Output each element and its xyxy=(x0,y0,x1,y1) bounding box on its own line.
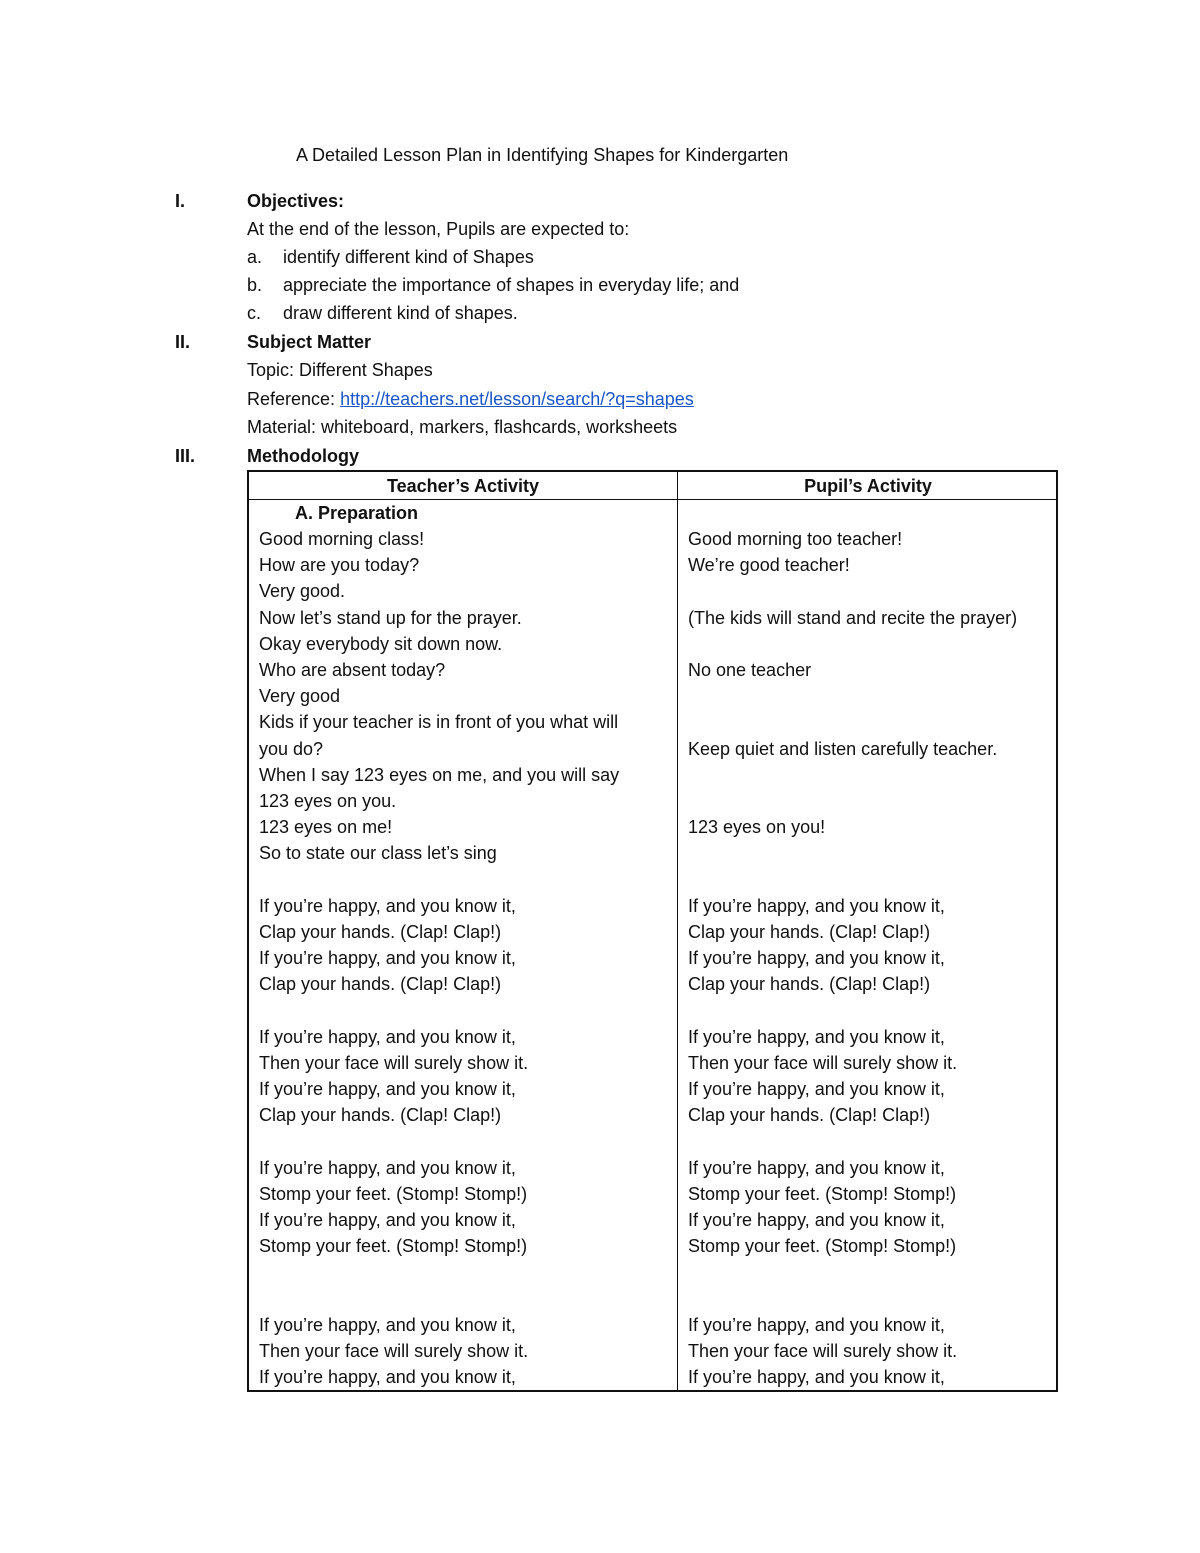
pupil-line: If you’re happy, and you know it, xyxy=(688,1078,945,1099)
teacher-line xyxy=(259,1259,619,1285)
pupil-line: Clap your hands. (Clap! Clap!) xyxy=(688,974,931,995)
pupil-line: If you’re happy, and you know it, xyxy=(688,1314,945,1335)
teacher-line: If you’re happy, and you know it, xyxy=(259,1314,516,1335)
teacher-line: If you’re happy, and you know it, xyxy=(259,1026,516,1047)
activity-table xyxy=(247,470,1058,1392)
teacher-line: Then your face will surely show it. xyxy=(259,1340,529,1361)
teacher-line: Who are absent today? xyxy=(259,659,446,680)
pupil-line xyxy=(688,866,1017,892)
teacher-line: If you’re happy, and you know it, xyxy=(259,1078,516,1099)
pupil-line: Stomp your feet. (Stomp! Stomp!) xyxy=(688,1236,957,1257)
section-numeral-subject: II. xyxy=(175,332,191,352)
teacher-line: Clap your hands. (Clap! Clap!) xyxy=(259,974,502,995)
pupil-line: If you’re happy, and you know it, xyxy=(688,895,945,916)
pupil-line: If you’re happy, and you know it, xyxy=(688,1209,945,1230)
pupil-activity-column xyxy=(688,526,1017,1390)
pupil-line: If you’re happy, and you know it, xyxy=(688,1026,945,1047)
objective-letter-b: b. xyxy=(247,275,263,295)
pupil-line xyxy=(688,709,1017,735)
pupil-line: (The kids will stand and recite the prayer) xyxy=(688,607,1018,628)
pupil-line xyxy=(688,631,1017,657)
teacher-line: 123 eyes on you. xyxy=(259,790,397,811)
pupil-line xyxy=(688,1259,1017,1285)
pupil-line: Good morning too teacher! xyxy=(688,529,903,549)
teacher-line: When I say 123 eyes on me, and you will say xyxy=(259,764,620,785)
subject-reference xyxy=(247,387,694,411)
reference-link[interactable]: http://teachers.net/lesson/search/?q=shapes xyxy=(340,389,694,409)
teacher-line: Stomp your feet. (Stomp! Stomp!) xyxy=(259,1183,528,1204)
teacher-line: 123 eyes on me! xyxy=(259,817,393,838)
pupil-line xyxy=(688,997,1017,1023)
pupil-line xyxy=(688,1285,1017,1311)
teacher-line: Clap your hands. (Clap! Clap!) xyxy=(259,1105,502,1126)
teacher-line xyxy=(259,1128,619,1154)
teacher-line: If you’re happy, and you know it, xyxy=(259,1209,516,1230)
objective-text-a: identify different kind of Shapes xyxy=(283,247,534,267)
teacher-line: Then your face will surely show it. xyxy=(259,1052,529,1073)
subject-topic: Topic: Different Shapes xyxy=(247,360,433,380)
teacher-line: How are you today? xyxy=(259,555,420,576)
subject-material: Material: whiteboard, markers, flashcards, worksheets xyxy=(247,417,678,437)
pupil-line xyxy=(688,578,1017,604)
pupil-line: Clap your hands. (Clap! Clap!) xyxy=(688,921,931,942)
teacher-line: So to state our class let’s sing xyxy=(259,843,497,864)
teacher-line xyxy=(259,1285,619,1311)
teacher-line: Very good. xyxy=(259,581,346,602)
section-heading-objectives: Objectives: xyxy=(247,191,345,211)
pupil-line: Clap your hands. (Clap! Clap!) xyxy=(688,1105,931,1126)
pupil-line xyxy=(688,840,1017,866)
teacher-line: If you’re happy, and you know it, xyxy=(259,1157,516,1178)
objective-letter-a: a. xyxy=(247,247,263,267)
teacher-activity-column xyxy=(259,526,619,1390)
pupil-line: If you’re happy, and you know it, xyxy=(688,948,945,968)
teacher-line: Kids if your teacher is in front of you what will xyxy=(259,712,619,733)
column-divider xyxy=(677,472,678,1390)
pupil-line: Keep quiet and listen carefully teacher. xyxy=(688,738,998,759)
teacher-line: If you’re happy, and you know it, xyxy=(259,895,516,916)
teacher-line: Good morning class! xyxy=(259,529,425,549)
pupil-line: If you’re happy, and you know it, xyxy=(688,1367,945,1387)
pupil-line: Then your face will surely show it. xyxy=(688,1340,958,1361)
objective-text-c: draw different kind of shapes. xyxy=(283,303,518,323)
teacher-line: If you’re happy, and you know it, xyxy=(259,1367,516,1387)
teacher-line xyxy=(259,866,619,892)
pupil-line: Then your face will surely show it. xyxy=(688,1052,958,1073)
objective-text-b: appreciate the importance of shapes in everyday life; and xyxy=(283,275,740,295)
objectives-intro: At the end of the lesson, Pupils are expected to: xyxy=(247,219,630,239)
objective-letter-c: c. xyxy=(247,303,262,323)
teacher-line: Clap your hands. (Clap! Clap!) xyxy=(259,921,502,942)
teacher-line xyxy=(259,997,619,1023)
section-heading-subject: Subject Matter xyxy=(247,332,372,352)
pupil-line xyxy=(688,788,1017,814)
teacher-line: Okay everybody sit down now. xyxy=(259,633,503,654)
pupil-line: We’re good teacher! xyxy=(688,555,850,576)
teacher-line: If you’re happy, and you know it, xyxy=(259,948,516,968)
header-pupil-activity: Pupil’s Activity xyxy=(804,476,932,496)
document-title: A Detailed Lesson Plan in Identifying Shapes for Kindergarten xyxy=(296,145,789,165)
pupil-line xyxy=(688,1128,1017,1154)
pupil-line: If you’re happy, and you know it, xyxy=(688,1157,945,1178)
pupil-line: No one teacher xyxy=(688,659,812,680)
reference-label: Reference: xyxy=(247,389,341,409)
teacher-line: Now let’s stand up for the prayer. xyxy=(259,607,522,628)
pupil-line xyxy=(688,762,1017,788)
pupil-line: Stomp your feet. (Stomp! Stomp!) xyxy=(688,1183,957,1204)
teacher-line: Stomp your feet. (Stomp! Stomp!) xyxy=(259,1236,528,1257)
preparation-label: A. Preparation xyxy=(295,503,419,523)
pupil-line: 123 eyes on you! xyxy=(688,817,826,838)
pupil-line xyxy=(688,683,1017,709)
section-numeral-objectives: I. xyxy=(175,191,186,211)
teacher-line: Very good xyxy=(259,686,341,707)
section-numeral-methodology: III. xyxy=(175,446,196,466)
header-teacher-activity: Teacher’s Activity xyxy=(386,476,540,496)
section-heading-methodology: Methodology xyxy=(247,446,359,466)
teacher-line: you do? xyxy=(259,738,324,759)
